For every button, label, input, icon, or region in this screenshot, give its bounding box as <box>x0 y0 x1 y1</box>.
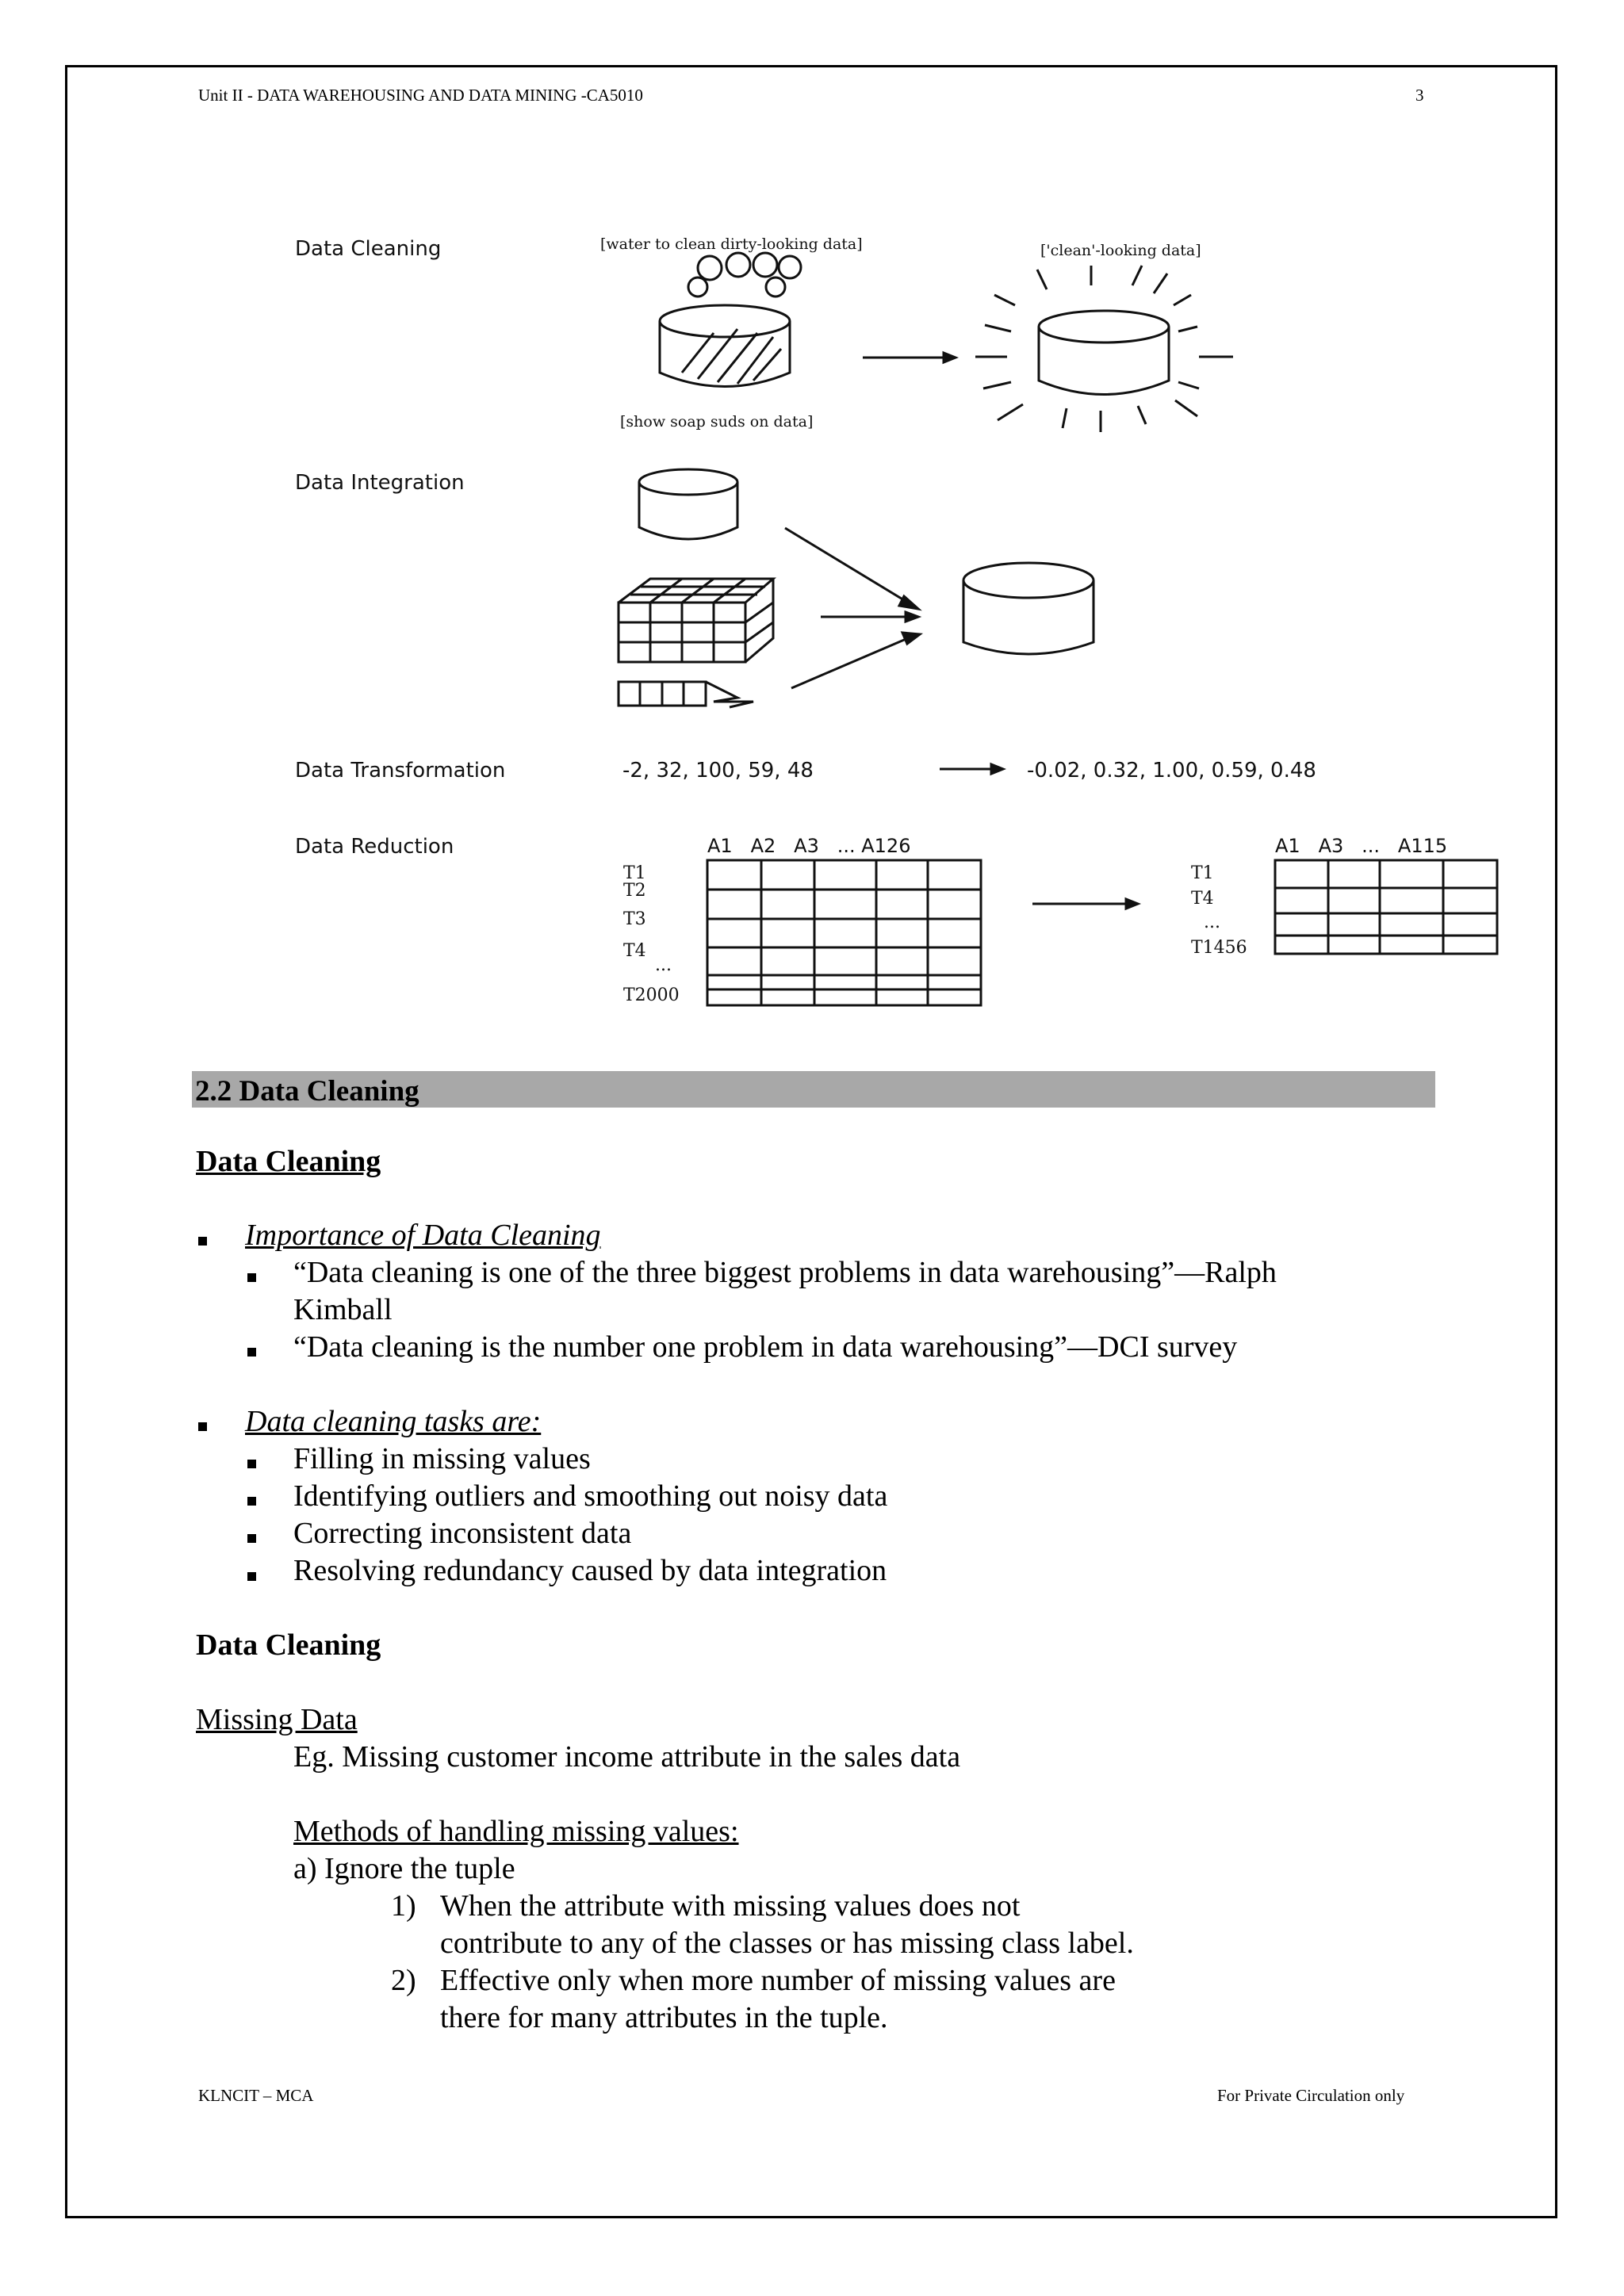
page-number: 3 <box>1415 86 1424 105</box>
row-label: T1 <box>623 863 646 883</box>
quote-dci-survey: “Data cleaning is the number one problem in data warehousing”—DCI survey <box>293 1330 1238 1364</box>
row-label: T1456 <box>1191 938 1247 958</box>
caption-water: [water to clean dirty-looking data] <box>600 235 863 253</box>
row-label: T1 <box>1191 863 1214 883</box>
missing-data-title: Missing Data <box>196 1703 358 1736</box>
reduction-left-table-grid <box>707 860 981 1005</box>
section-title: 2.2 Data Cleaning <box>195 1075 419 1108</box>
bullet-square-icon <box>247 1273 256 1282</box>
data-preprocessing-figure <box>0 0 1624 1047</box>
missing-data-example: Eg. Missing customer income attribute in the sales data <box>293 1740 961 1774</box>
section-heading-bar <box>192 1071 1435 1108</box>
point-2-line2: there for many attributes in the tuple. <box>440 2001 888 2034</box>
row-label: T3 <box>623 909 646 929</box>
caption-suds: [show soap suds on data] <box>620 413 814 430</box>
quote-kimball-line2: Kimball <box>293 1293 393 1326</box>
point-2-number: 2) <box>391 1964 416 1997</box>
task-item: Resolving redundancy caused by data integration <box>293 1554 887 1587</box>
reduction-left-column-headers: A1 A2 A3 ... A126 <box>707 835 911 857</box>
bullet-square-icon <box>198 1237 207 1246</box>
caption-clean: ['clean'-looking data] <box>1040 242 1201 259</box>
quote-kimball-line1: “Data cleaning is one of the three biggest problems in data warehousing”—Ralph <box>293 1256 1277 1289</box>
heading-data-cleaning-2: Data Cleaning <box>196 1628 381 1662</box>
arrow-transformation <box>940 764 1003 774</box>
row-label: T4 <box>1191 889 1214 909</box>
label-data-transformation: Data Transformation <box>295 759 506 783</box>
heading-data-cleaning: Data Cleaning <box>196 1145 381 1178</box>
method-a: a) Ignore the tuple <box>293 1852 515 1885</box>
tasks-title: Data cleaning tasks are: <box>245 1405 542 1438</box>
source-database-cylinder <box>639 469 737 539</box>
label-data-reduction: Data Reduction <box>295 835 454 859</box>
arrow-reduction <box>1032 899 1138 909</box>
source-data-cube <box>619 579 773 662</box>
integration-arrows <box>785 528 920 688</box>
task-item: Filling in missing values <box>293 1442 591 1475</box>
bullet-square-icon <box>247 1572 256 1581</box>
task-item: Identifying outliers and smoothing out noisy data <box>293 1479 888 1513</box>
label-data-cleaning: Data Cleaning <box>295 237 442 261</box>
bullet-square-icon <box>247 1460 256 1468</box>
sparkle-rays <box>975 266 1233 432</box>
transformation-output-values: -0.02, 0.32, 1.00, 0.59, 0.48 <box>1027 759 1316 783</box>
transformation-input-values: -2, 32, 100, 59, 48 <box>622 759 814 783</box>
clean-database-cylinder <box>1039 311 1169 395</box>
task-item: Correcting inconsistent data <box>293 1517 632 1550</box>
point-1-number: 1) <box>391 1889 416 1923</box>
soap-bubbles <box>688 253 801 297</box>
row-label: ... <box>655 955 672 975</box>
reduction-right-row-labels <box>1191 863 1247 958</box>
point-1-line2: contribute to any of the classes or has missing class label. <box>440 1927 1134 1960</box>
label-data-integration: Data Integration <box>295 471 465 495</box>
row-label: T2 <box>623 881 646 901</box>
bullet-square-icon <box>247 1534 256 1543</box>
reduction-right-table-grid <box>1275 860 1497 954</box>
dirty-database-cylinder <box>660 305 790 387</box>
footer-left: KLNCIT – MCA <box>198 2086 314 2105</box>
source-flat-file <box>619 682 753 707</box>
reduction-right-column-headers: A1 A3 ... A115 <box>1275 835 1448 857</box>
reduction-left-row-labels <box>623 863 680 1005</box>
point-1-line1: When the attribute with missing values does not <box>440 1889 1021 1923</box>
bullet-square-icon <box>247 1497 256 1506</box>
integrated-database-cylinder <box>963 563 1094 654</box>
row-label: T2000 <box>623 985 680 1005</box>
header-title: Unit II - DATA WAREHOUSING AND DATA MINING -CA5010 <box>198 86 643 105</box>
methods-title: Methods of handling missing values: <box>293 1815 739 1848</box>
point-2-line1: Effective only when more number of missing values are <box>440 1964 1116 1997</box>
bullet-square-icon <box>198 1422 207 1431</box>
row-label: ... <box>1204 913 1220 932</box>
footer-right: For Private Circulation only <box>1217 2086 1405 2105</box>
arrow-cleaning <box>863 353 956 362</box>
bullet-square-icon <box>247 1348 256 1357</box>
importance-title: Importance of Data Cleaning <box>245 1219 601 1252</box>
row-label: T4 <box>623 941 646 961</box>
